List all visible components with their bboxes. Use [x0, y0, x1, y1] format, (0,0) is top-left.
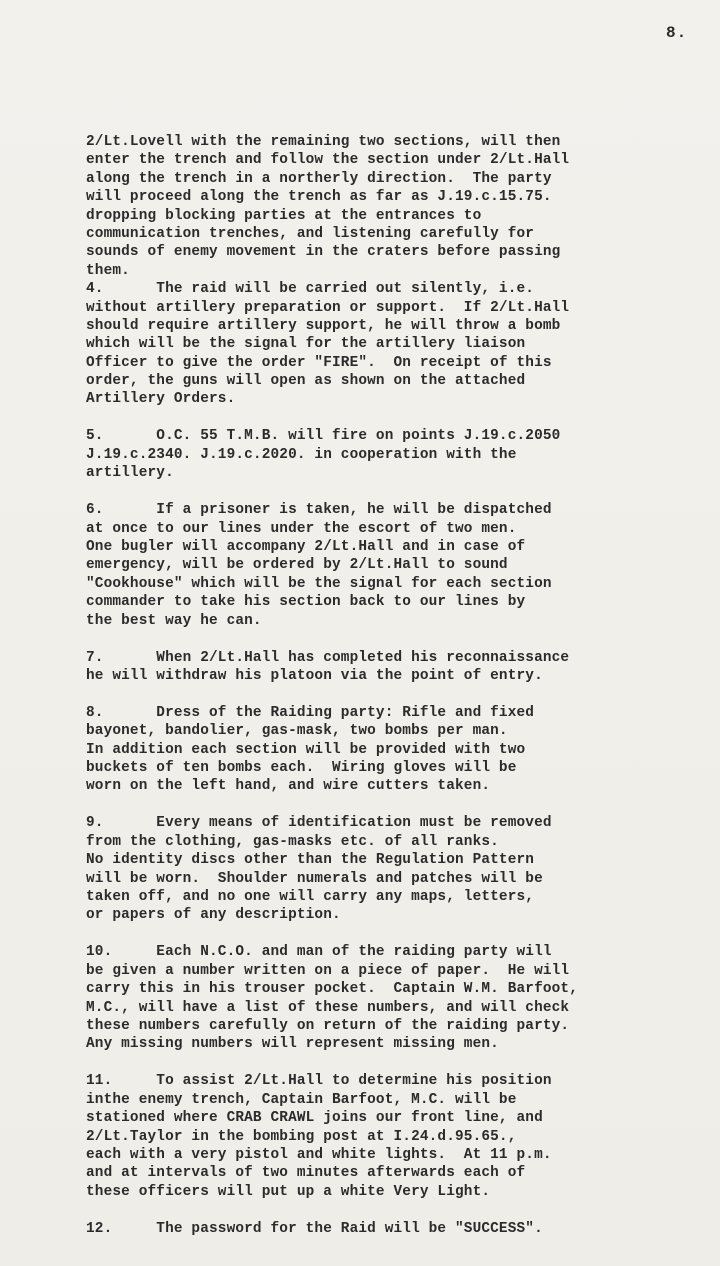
text-line: at once to our lines under the escort of two men. [86, 520, 517, 537]
text-line: these numbers carefully on return of the raiding party. [86, 1017, 570, 1034]
text-line: 11. To assist 2/Lt.Hall to determine his position [86, 1073, 552, 1090]
text-line: 2/Lt.Lovell with the remaining two sections, will then [86, 134, 561, 150]
text-line: 8. Dress of the Raiding party: Rifle and fixed [86, 704, 535, 721]
text-line: J.19.c.2340. J.19.c.2020. in cooperation with the [86, 446, 517, 463]
text-line: artillery. [86, 465, 174, 482]
paragraph-gap [86, 1054, 690, 1073]
text-line: 5. O.C. 55 T.M.B. will fire on points J.19.c.2050 [86, 428, 561, 445]
text-line: carry this in his trouser pocket. Captain W.M. Barfoot, [86, 981, 579, 998]
text-line: "Cookhouse" which will be the signal for each section [86, 575, 552, 592]
text-line: In addition each section will be provided with two [86, 741, 526, 758]
text-line: should require artillery support, he will throw a bomb [86, 317, 561, 334]
paragraph [86, 1072, 690, 1201]
text-line: M.C., will have a list of these numbers, and will check [86, 999, 570, 1016]
paragraph-gap [86, 483, 690, 502]
text-line: inthe enemy trench, Captain Barfoot, M.C. will be [86, 1091, 517, 1108]
text-line: bayonet, bandolier, gas-mask, two bombs per man. [86, 723, 508, 740]
text-line: the best way he can. [86, 612, 262, 629]
paragraph [86, 501, 690, 630]
text-line: taken off, and no one will carry any maps, letters, [86, 889, 535, 906]
text-line: will be worn. Shoulder numerals and patches will be [86, 870, 543, 887]
text-line: these officers will put up a white Very Light. [86, 1183, 491, 1200]
text-line: along the trench in a northerly direction. The party [86, 170, 552, 187]
text-line: 6. If a prisoner is taken, he will be dispatched [86, 502, 552, 519]
text-line: Any missing numbers will represent missing men. [86, 1036, 499, 1053]
paragraph-gap [86, 925, 690, 944]
text-line: sounds of enemy movement in the craters before passing [86, 244, 561, 261]
paragraph [86, 280, 690, 409]
text-line: be given a number written on a piece of paper. He will [86, 962, 570, 979]
text-line: No identity discs other than the Regulation Pattern [86, 852, 535, 869]
paragraph-gap [86, 796, 690, 815]
text-line: 10. Each N.C.O. and man of the raiding party will [86, 944, 552, 961]
text-line: each with a very pistol and white lights. At 11 p.m. [86, 1146, 552, 1163]
document-body [86, 133, 690, 1238]
text-line: without artillery preparation or support. If 2/Lt.Hall [86, 299, 570, 316]
text-line: from the clothing, gas-masks etc. of all ranks. [86, 833, 499, 850]
paragraph-gap [86, 409, 690, 428]
text-line: stationed where CRAB CRAWL joins our front line, and [86, 1110, 543, 1127]
text-line: buckets of ten bombs each. Wiring gloves will be [86, 760, 517, 777]
text-line: and at intervals of two minutes afterwards each of [86, 1165, 526, 1182]
text-line: Officer to give the order "FIRE". On receipt of this [86, 354, 552, 371]
text-line: worn on the left hand, and wire cutters taken. [86, 778, 491, 795]
text-line: communication trenches, and listening carefully for [86, 225, 535, 242]
text-line: emergency, will be ordered by 2/Lt.Hall to sound [86, 557, 508, 574]
paragraph-gap [86, 1201, 690, 1220]
text-line: order, the guns will open as shown on the attached [86, 373, 526, 390]
text-line: will proceed along the trench as far as J.19.c.15.75. [86, 189, 552, 206]
text-line: them. [86, 262, 130, 279]
text-line: 4. The raid will be carried out silently, i.e. [86, 281, 535, 298]
text-line: he will withdraw his platoon via the point of entry. [86, 667, 543, 684]
paragraph [86, 1220, 690, 1238]
text-line: Artillery Orders. [86, 391, 236, 408]
text-line: 12. The password for the Raid will be "SUCCESS". [86, 1220, 543, 1237]
text-line: dropping blocking parties at the entrances to [86, 207, 482, 224]
paragraph [86, 133, 690, 280]
text-line: One bugler will accompany 2/Lt.Hall and in case of [86, 539, 526, 555]
text-line: 7. When 2/Lt.Hall has completed his reconnaissance [86, 649, 570, 666]
text-line: enter the trench and follow the section under 2/Lt.Hall [86, 152, 570, 169]
paragraph [86, 427, 690, 482]
paragraph-gap [86, 685, 690, 704]
paragraph [86, 943, 690, 1053]
text-line: which will be the signal for the artillery liaison [86, 336, 526, 353]
text-line: 9. Every means of identification must be removed [86, 815, 552, 832]
text-line: commander to take his section back to our lines by [86, 594, 526, 611]
paragraph-gap [86, 630, 690, 649]
text-line: or papers of any description. [86, 907, 341, 924]
page-number: 8. [666, 24, 688, 42]
text-line: 2/Lt.Taylor in the bombing post at I.24.d.95.65., [86, 1128, 517, 1145]
paragraph [86, 649, 690, 686]
paragraph [86, 814, 690, 924]
paragraph [86, 704, 690, 796]
